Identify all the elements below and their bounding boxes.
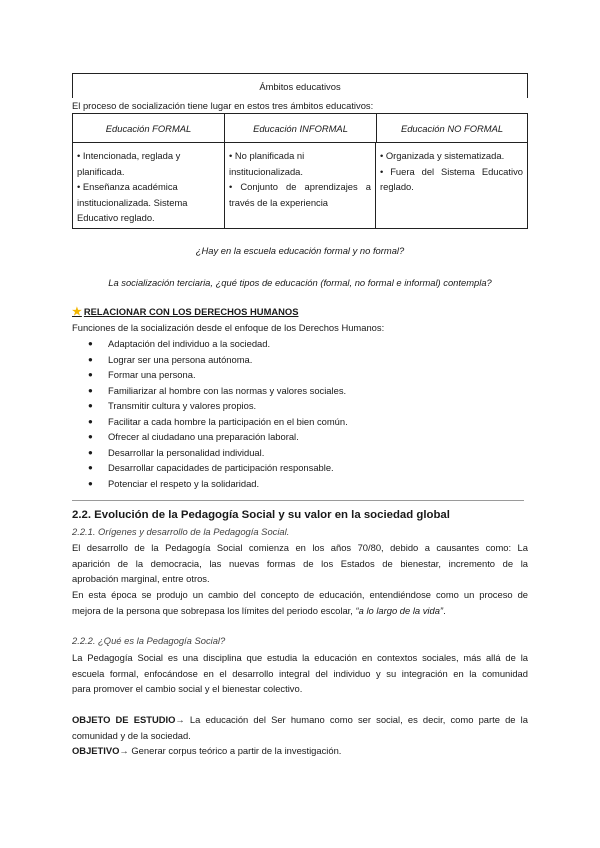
list-item-text: Facilitar a cada hombre la participación en el bien común.	[108, 415, 348, 427]
cell-formal	[73, 143, 224, 228]
cell-line: • No planificada ni	[229, 150, 305, 161]
bullet-icon: ●	[88, 401, 93, 410]
list-item	[88, 336, 348, 352]
cell-line: • Conjunto de aprendizajes a	[229, 181, 371, 193]
cell-line: planificada.	[77, 165, 125, 177]
header-informal: Educación INFORMAL	[224, 114, 376, 142]
objeto-de-estudio	[72, 712, 528, 743]
cell-line: reglado.	[380, 181, 414, 193]
bullet-icon: ●	[88, 463, 93, 472]
paragraph-line: aparición de la democracia, las nuevas formas de los Estados de bienestar, incremento de la	[72, 557, 528, 569]
cell-line: institucionalizada.	[229, 165, 304, 177]
human-rights-heading-text: RELACIONAR CON LOS DERECHOS HUMANOS	[83, 306, 299, 317]
header-formal: Educación FORMAL	[105, 122, 192, 134]
paragraph-line	[72, 743, 528, 759]
list-item-text: Potenciar el respeto y la solidaridad.	[108, 477, 260, 489]
subsection-2-paragraph	[72, 650, 528, 697]
paragraph-line: para promover el cambio social y el bienestar colectivo.	[72, 683, 303, 695]
list-item-text: Lograr ser una persona autónoma.	[108, 353, 253, 365]
list-item	[88, 445, 348, 461]
paragraph-line: El desarrollo de la Pedagogía Social comienza en los años 70/80, debido a causantes como: La	[72, 542, 528, 553]
objetivo	[72, 743, 528, 759]
bullet-icon: ●	[88, 416, 93, 426]
paragraph-line: En esta época se produjo un cambio del concepto de educación, entendiéndose como un proceso de	[72, 589, 528, 600]
cell-no-formal	[375, 143, 527, 228]
list-item	[88, 398, 348, 414]
bullet-icon: ●	[88, 432, 93, 441]
header-no-formal: Educación NO FORMAL	[376, 114, 527, 142]
paragraph-line	[72, 603, 528, 619]
list-item-text: Formar una persona.	[108, 369, 196, 380]
human-rights-list	[88, 336, 348, 491]
list-item	[88, 476, 348, 492]
objetivo-label: OBJETIVO	[72, 745, 120, 756]
question-1: ¿Hay en la escuela educación formal y no formal?	[195, 245, 405, 256]
list-item	[88, 352, 348, 368]
cell-line: • Fuera del Sistema Educativo	[380, 165, 523, 177]
paragraph-line	[72, 712, 528, 728]
table-body-row	[73, 143, 527, 228]
bullet-icon: ●	[88, 339, 93, 348]
list-item-text: Familiarizar al hombre con las normas y valores sociales.	[108, 384, 347, 396]
objeto-text: La educación del Ser humano como ser social, es decir, como parte de la	[184, 714, 528, 725]
objetivo-text: Generar corpus teórico a partir de la investigación.	[128, 745, 342, 756]
bullet-icon: ●	[88, 447, 93, 457]
table-title	[72, 73, 528, 98]
list-item	[88, 414, 348, 430]
star-icon: ★	[72, 306, 82, 318]
bullet-icon: ●	[88, 478, 93, 488]
cell-line: través de la experiencia	[229, 196, 329, 208]
cell-line: • Organizada y sistematizada.	[380, 150, 505, 161]
cell-informal	[224, 143, 375, 228]
list-item-text: Adaptación del individuo a la sociedad.	[108, 338, 271, 349]
list-item	[88, 429, 348, 445]
table-header-row	[73, 114, 527, 143]
list-item	[88, 367, 348, 383]
section-title: 2.2. Evolución de la Pedagogía Social y su valor en la sociedad global	[72, 509, 450, 521]
human-rights-intro: Funciones de la socialización desde el enfoque de los Derechos Humanos:	[72, 322, 385, 333]
cell-line: • Intencionada, reglada y	[77, 150, 181, 161]
paragraph-text: mejora de la persona que sobrepasa los límites del periodo escolar,	[72, 604, 356, 616]
bullet-icon: ●	[88, 370, 93, 379]
objeto-label: OBJETO DE ESTUDIO	[72, 714, 176, 725]
list-item	[88, 383, 348, 399]
bullet-icon: ●	[88, 385, 93, 395]
table-intro: El proceso de socialización tiene lugar en estos tres ámbitos educativos:	[72, 100, 374, 111]
arrow-icon: →	[175, 714, 185, 725]
paragraph-line: aprobación marginal, entre otros.	[72, 573, 210, 585]
subsection-1-paragraph-1	[72, 540, 528, 587]
human-rights-heading	[72, 305, 298, 319]
quote-text: “a lo largo de la vida”	[355, 604, 444, 616]
cell-line: institucionalizada. Sistema	[77, 196, 188, 208]
arrow-icon: →	[119, 745, 129, 756]
section-divider	[72, 500, 524, 501]
paragraph-line: comunidad y de la sociedad.	[72, 729, 191, 741]
subsection-2-title: 2.2.2. ¿Qué es la Pedagogía Social?	[72, 635, 226, 646]
bullet-icon: ●	[88, 354, 93, 364]
education-table	[72, 113, 528, 229]
cell-line: • Enseñanza académica	[77, 181, 178, 193]
cell-line: Educativo reglado.	[77, 212, 155, 224]
table-title-text: Ámbitos educativos	[259, 80, 341, 92]
list-item-text: Desarrollar la personalidad individual.	[108, 446, 265, 458]
subsection-1-paragraph-2	[72, 587, 528, 618]
list-item-text: Ofrecer al ciudadano una preparación laboral.	[108, 431, 299, 442]
list-item-text: Desarrollar capacidades de participación responsable.	[108, 462, 334, 473]
list-item-text: Transmitir cultura y valores propios.	[108, 400, 257, 411]
subsection-1-title: 2.2.1. Orígenes y desarrollo de la Pedagogía Social.	[72, 526, 290, 537]
question-2: La socialización terciaria, ¿qué tipos de educación (formal, no formal e informal) contempla?	[108, 277, 492, 288]
paragraph-line: La Pedagogía Social es una disciplina que estudia la educación en contextos sociales, más allá de la	[72, 652, 528, 663]
paragraph-line: escuela formal, enfocándose en el desarrollo integral del individuo y su integración en la comunidad	[72, 667, 528, 679]
paragraph-text: .	[443, 604, 446, 616]
list-item	[88, 460, 348, 476]
